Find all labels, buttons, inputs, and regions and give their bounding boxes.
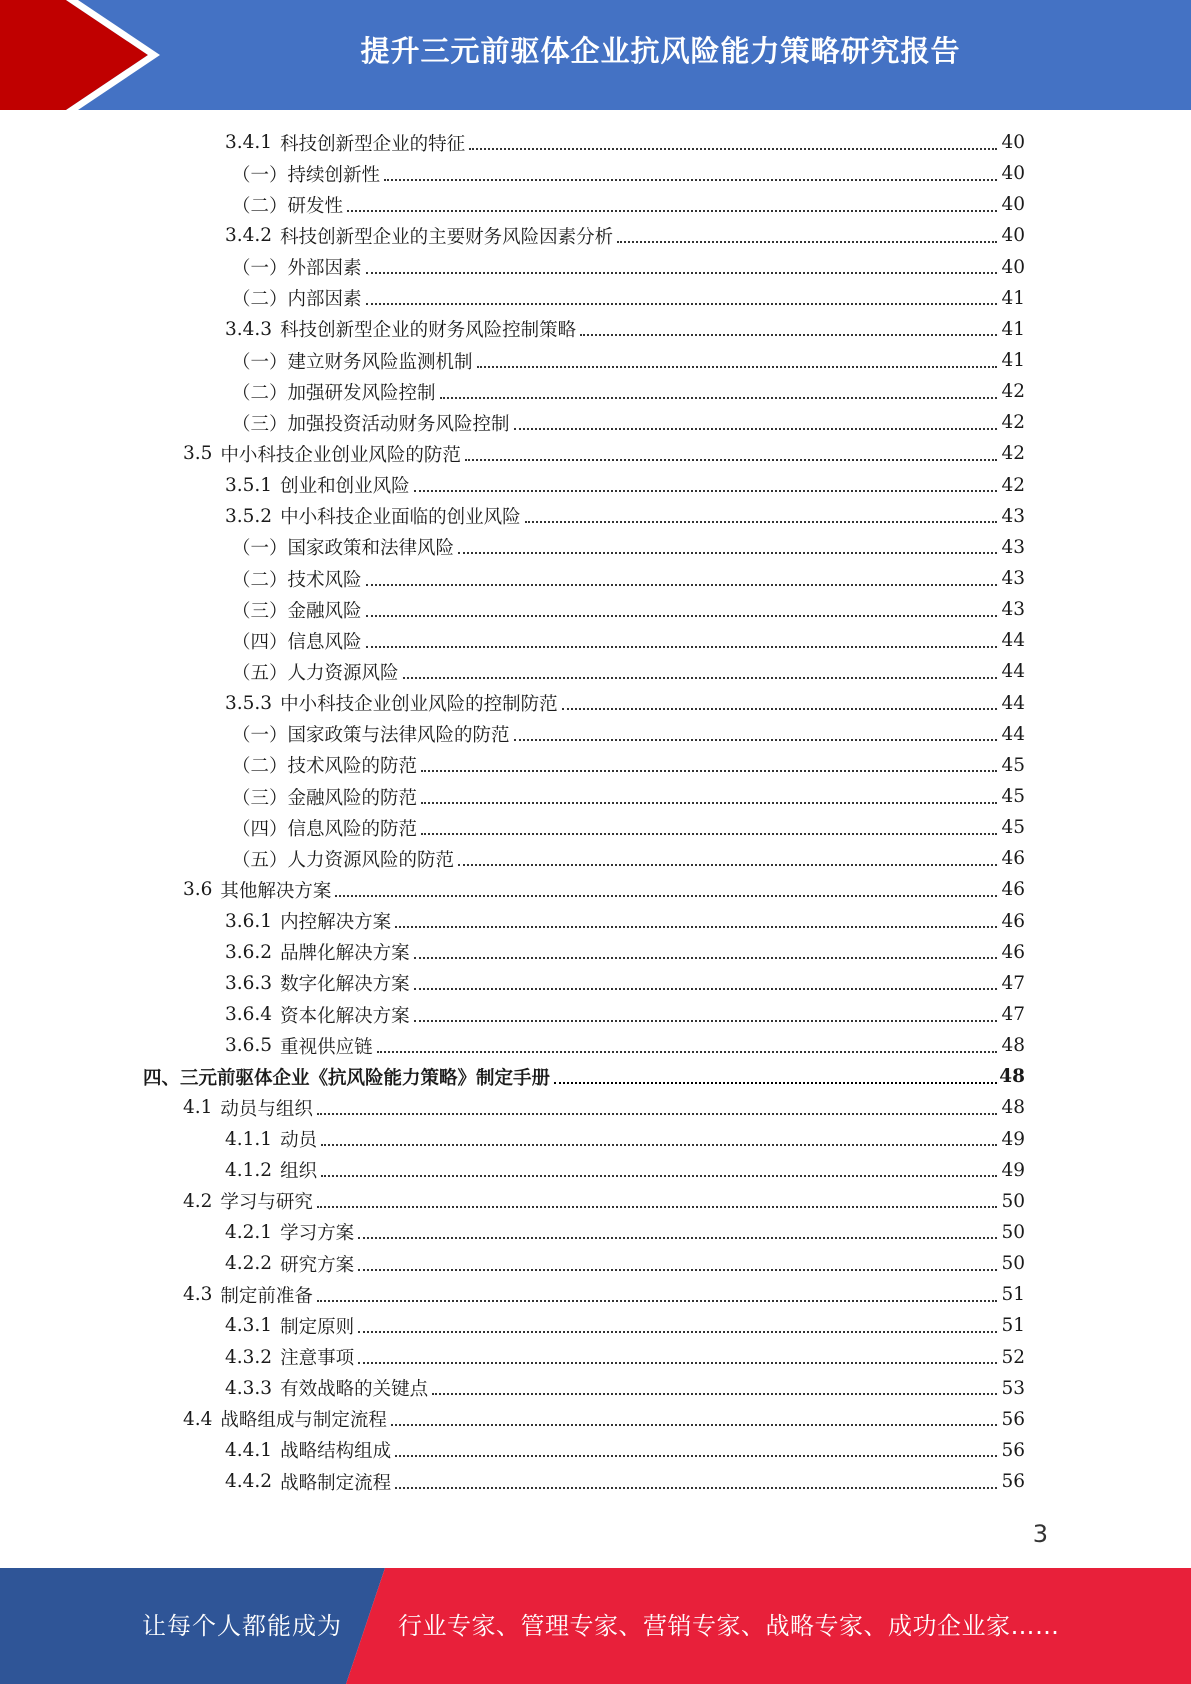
toc-entry-page: 45 [1001,754,1025,776]
toc-dot-leader [421,802,997,804]
toc-entry-title: 研究方案 [280,1254,355,1276]
toc-entry[interactable] [0,1466,1191,1497]
toc-entry-title: 品牌化解决方案 [280,943,410,965]
toc-entry-page: 56 [1001,1408,1025,1430]
toc-entry-page: 50 [1001,1190,1025,1212]
toc-entry[interactable] [0,189,1191,220]
toc-entry-title: 科技创新型企业的主要财务风险因素分析 [280,226,614,248]
toc-dot-leader [421,770,997,772]
toc-entry-number: （二） [232,569,288,591]
toc-entry[interactable] [0,314,1191,345]
toc-entry-title: 国家政策和法律风险 [287,538,455,560]
toc-entry-title: 技术风险的防范 [287,756,418,778]
toc-dot-leader [321,1144,997,1146]
toc-entry-title: 资本化解决方案 [280,1005,410,1027]
toc-entry-number: 4.3 [183,1284,213,1306]
toc-entry[interactable] [0,501,1191,532]
toc-entry-title: 科技创新型企业的特征 [280,133,466,155]
toc-dot-leader [317,1206,997,1208]
table-of-contents [0,127,1191,1497]
toc-dot-leader [554,1082,997,1084]
toc-dot-leader [414,490,997,492]
toc-entry-number: 3.6.3 [225,972,273,994]
toc-entry[interactable] [0,906,1191,937]
toc-dot-leader [366,615,997,617]
toc-entry-page: 40 [1001,225,1025,247]
toc-entry-number: 4.1.1 [225,1128,273,1150]
toc-dot-leader [358,1237,997,1239]
toc-entry-page: 45 [1001,817,1025,839]
toc-entry[interactable] [0,1279,1191,1310]
toc-entry[interactable] [0,470,1191,501]
toc-entry-page: 41 [1001,318,1025,340]
toc-entry-page: 50 [1001,1253,1025,1275]
toc-entry[interactable] [0,874,1191,905]
toc-entry-title: 重视供应链 [280,1036,373,1058]
toc-entry-page: 46 [1001,879,1025,901]
toc-entry[interactable] [0,750,1191,781]
toc-entry[interactable] [0,407,1191,438]
toc-dot-leader [335,895,997,897]
toc-entry[interactable] [0,1248,1191,1279]
toc-entry-page: 52 [1001,1346,1025,1368]
toc-entry-page: 44 [1001,692,1025,714]
toc-entry-number: 四、 [143,1067,181,1089]
toc-dot-leader [458,864,997,866]
toc-dot-leader [477,366,997,368]
toc-entry[interactable] [0,1092,1191,1123]
toc-entry[interactable] [0,656,1191,687]
toc-entry-number: 3.5.3 [225,692,273,714]
toc-entry-number: 3.6.5 [225,1035,273,1057]
toc-entry-title: 技术风险 [287,569,362,591]
toc-entry-page: 40 [1001,163,1025,185]
toc-entry-page: 46 [1001,910,1025,932]
toc-entry-number: 3.5 [183,443,213,465]
toc-entry-number: 4.3.2 [225,1346,273,1368]
toc-entry-page: 49 [1001,1159,1025,1181]
report-title: 提升三元前驱体企业抗风险能力策略研究报告 [360,34,961,68]
toc-dot-leader [366,646,997,648]
toc-entry[interactable] [0,999,1191,1030]
toc-dot-leader [414,988,997,990]
toc-dot-leader [391,1424,997,1426]
toc-entry[interactable] [0,376,1191,407]
toc-entry[interactable] [0,1030,1191,1061]
toc-entry-page: 51 [1001,1284,1025,1306]
toc-entry-number: 4.1.2 [225,1159,273,1181]
toc-entry-number: （四） [232,631,288,653]
toc-entry-number: （五） [232,662,288,684]
toc-entry-title: 有效战略的关键点 [280,1379,429,1401]
toc-entry-title: 信息风险 [287,631,362,653]
toc-entry-title: 建立财务风险监测机制 [287,351,473,373]
toc-entry-title: 研发性 [287,195,344,217]
toc-entry-page: 56 [1001,1471,1025,1493]
toc-entry-title: 注意事项 [280,1348,355,1370]
toc-entry[interactable] [0,438,1191,469]
toc-entry-page: 40 [1001,256,1025,278]
toc-entry-page: 48 [1001,1035,1025,1057]
toc-entry-title: 内部因素 [287,289,362,311]
toc-entry-page: 42 [1001,381,1025,403]
toc-entry-title: 外部因素 [287,258,362,280]
toc-entry-title: 组织 [280,1161,318,1183]
toc-entry[interactable] [0,252,1191,283]
toc-entry-title: 创业和创业风险 [280,476,410,498]
toc-entry-page: 42 [1001,443,1025,465]
toc-entry-title: 制定原则 [280,1316,355,1338]
toc-entry-title: 金融风险的防范 [287,787,418,809]
toc-entry-page: 49 [1001,1128,1025,1150]
toc-entry-page: 40 [1001,194,1025,216]
toc-entry[interactable] [0,843,1191,874]
toc-entry[interactable] [0,1124,1191,1155]
toc-entry-title: 学习与研究 [220,1192,313,1214]
toc-dot-leader [317,1300,997,1302]
toc-entry[interactable] [0,563,1191,594]
toc-entry-number: （三） [232,413,288,435]
toc-dot-leader [514,739,997,741]
toc-dot-leader [403,677,997,679]
toc-entry[interactable] [0,158,1191,189]
toc-entry-page: 46 [1001,941,1025,963]
toc-dot-leader [414,957,997,959]
toc-dot-leader [440,397,997,399]
toc-entry-title: 人力资源风险 [287,662,399,684]
toc-entry-number: （五） [232,849,288,871]
toc-dot-leader [321,1175,997,1177]
toc-dot-leader [358,1362,997,1364]
toc-entry-number: 4.1 [183,1097,213,1119]
toc-entry-page: 53 [1001,1377,1025,1399]
toc-dot-leader [432,1393,997,1395]
toc-entry-number: （一） [232,351,288,373]
toc-dot-leader [395,1455,997,1457]
toc-entry[interactable] [0,1310,1191,1341]
toc-entry-number: 3.4.2 [225,225,273,247]
toc-entry-page: 43 [1001,599,1025,621]
toc-entry-number: （二） [232,756,288,778]
toc-dot-leader [366,584,997,586]
toc-entry-number: （三） [232,600,288,622]
toc-dot-leader [358,1331,997,1333]
toc-entry[interactable] [0,968,1191,999]
toc-entry-number: 3.5.1 [225,474,273,496]
toc-entry-title: 制定前准备 [220,1285,313,1307]
toc-entry-page: 56 [1001,1439,1025,1461]
toc-entry[interactable] [0,1186,1191,1217]
page-header [0,0,1191,110]
toc-entry-number: （二） [232,195,288,217]
toc-entry-page: 51 [1001,1315,1025,1337]
toc-entry-page: 44 [1001,723,1025,745]
toc-entry-number: （二） [232,289,288,311]
toc-entry-number: 4.4.1 [225,1439,273,1461]
toc-entry-title: 数字化解决方案 [280,974,410,996]
toc-entry[interactable] [0,1404,1191,1435]
toc-entry[interactable] [0,719,1191,750]
toc-entry-page: 41 [1001,350,1025,372]
toc-dot-leader [458,552,997,554]
toc-entry-title: 金融风险 [287,600,362,622]
toc-dot-leader [366,272,997,274]
toc-entry-title: 动员 [280,1130,318,1152]
page-footer [0,1568,1191,1684]
toc-entry-title: 学习方案 [280,1223,355,1245]
toc-entry-number: 4.3.3 [225,1377,273,1399]
toc-entry-page: 43 [1001,568,1025,590]
toc-dot-leader [317,1113,997,1115]
toc-entry[interactable] [0,781,1191,812]
toc-dot-leader [366,303,997,305]
toc-entry[interactable] [0,1155,1191,1186]
toc-entry-page: 50 [1001,1221,1025,1243]
toc-dot-leader [580,334,997,336]
toc-entry-number: 3.5.2 [225,505,273,527]
toc-entry-title: 中小科技企业创业风险的防范 [220,444,461,466]
toc-entry[interactable] [0,812,1191,843]
toc-dot-leader [377,1051,997,1053]
toc-entry-page: 45 [1001,786,1025,808]
toc-entry-page: 43 [1001,505,1025,527]
toc-entry-page: 44 [1001,661,1025,683]
toc-entry-number: 4.2.1 [225,1221,273,1243]
toc-dot-leader [347,210,997,212]
toc-dot-leader [465,459,997,461]
toc-entry[interactable] [0,1435,1191,1466]
toc-dot-leader [395,1487,997,1489]
toc-dot-leader [358,1269,997,1271]
toc-entry-number: （一） [232,725,288,747]
toc-entry-number: 3.4.3 [225,318,273,340]
toc-dot-leader [469,148,997,150]
toc-entry-title: 信息风险的防范 [287,818,418,840]
toc-entry-number: 3.4.1 [225,132,273,154]
toc-entry-number: 3.6.1 [225,910,273,932]
toc-entry-number: 4.2 [183,1190,213,1212]
toc-entry-page: 40 [1001,132,1025,154]
toc-entry[interactable] [0,532,1191,563]
toc-entry[interactable] [0,345,1191,376]
toc-entry[interactable] [0,688,1191,719]
toc-entry[interactable] [0,1061,1191,1092]
toc-entry-page: 42 [1001,474,1025,496]
toc-dot-leader [421,833,997,835]
toc-entry[interactable] [0,937,1191,968]
toc-entry[interactable] [0,220,1191,251]
toc-entry-page: 44 [1001,630,1025,652]
toc-entry-page: 47 [1001,972,1025,994]
toc-entry-title: 中小科技企业创业风险的控制防范 [280,694,558,716]
toc-entry-title: 科技创新型企业的财务风险控制策略 [280,320,577,342]
toc-entry-number: （三） [232,787,288,809]
toc-entry[interactable] [0,1373,1191,1404]
toc-dot-leader [514,428,997,430]
toc-entry-page: 41 [1001,287,1025,309]
toc-dot-leader [414,1020,997,1022]
toc-entry-title: 战略组成与制定流程 [220,1410,387,1432]
footer-slogan-left: 让每个人都能成为 [142,1612,342,1640]
toc-entry-number: （一） [232,164,288,186]
toc-entry-number: 4.3.1 [225,1315,273,1337]
toc-entry-title: 加强投资活动财务风险控制 [287,413,510,435]
toc-entry[interactable] [0,594,1191,625]
toc-entry-number: 3.6 [183,879,213,901]
toc-entry-number: 4.2.2 [225,1253,273,1275]
toc-entry-number: （一） [232,258,288,280]
page-number: 3 [1032,1520,1048,1548]
toc-entry[interactable] [0,1341,1191,1372]
toc-entry-title: 人力资源风险的防范 [287,849,455,871]
toc-entry-title: 内控解决方案 [280,912,392,934]
toc-entry-title: 三元前驱体企业《抗风险能力策略》制定手册 [180,1067,551,1089]
toc-dot-leader [617,241,997,243]
toc-entry-title: 战略结构组成 [280,1441,392,1463]
toc-entry-title: 持续创新性 [287,164,381,186]
toc-entry-page: 42 [1001,412,1025,434]
toc-entry[interactable] [0,1217,1191,1248]
toc-entry-page: 43 [1001,536,1025,558]
toc-entry-title: 加强研发风险控制 [287,382,436,404]
toc-dot-leader [562,708,997,710]
toc-entry-title: 动员与组织 [220,1098,313,1120]
toc-entry[interactable] [0,283,1191,314]
toc-entry-number: 3.6.2 [225,941,273,963]
toc-entry-page: 47 [1001,1004,1025,1025]
toc-entry-title: 国家政策与法律风险的防范 [287,725,510,747]
toc-entry-page: 46 [1001,848,1025,870]
toc-entry[interactable] [0,127,1191,158]
toc-dot-leader [525,521,997,523]
toc-entry-number: 4.4 [183,1408,213,1430]
toc-entry-number: （二） [232,382,288,404]
toc-entry-title: 战略制定流程 [280,1472,392,1494]
toc-entry-number: 4.4.2 [225,1471,273,1493]
toc-dot-leader [384,179,997,181]
toc-entry[interactable] [0,625,1191,656]
toc-entry-number: 3.6.4 [225,1004,273,1025]
toc-entry-page: 48 [1001,1097,1025,1119]
footer-slogan-right: 行业专家、管理专家、营销专家、战略专家、成功企业家…… [398,1612,1060,1640]
toc-entry-number: （一） [232,538,288,560]
toc-entry-title: 中小科技企业面临的创业风险 [280,507,521,529]
toc-entry-number: （四） [232,818,288,840]
toc-entry-title: 其他解决方案 [220,880,332,902]
toc-entry-page: 48 [999,1066,1025,1088]
toc-dot-leader [395,926,997,928]
